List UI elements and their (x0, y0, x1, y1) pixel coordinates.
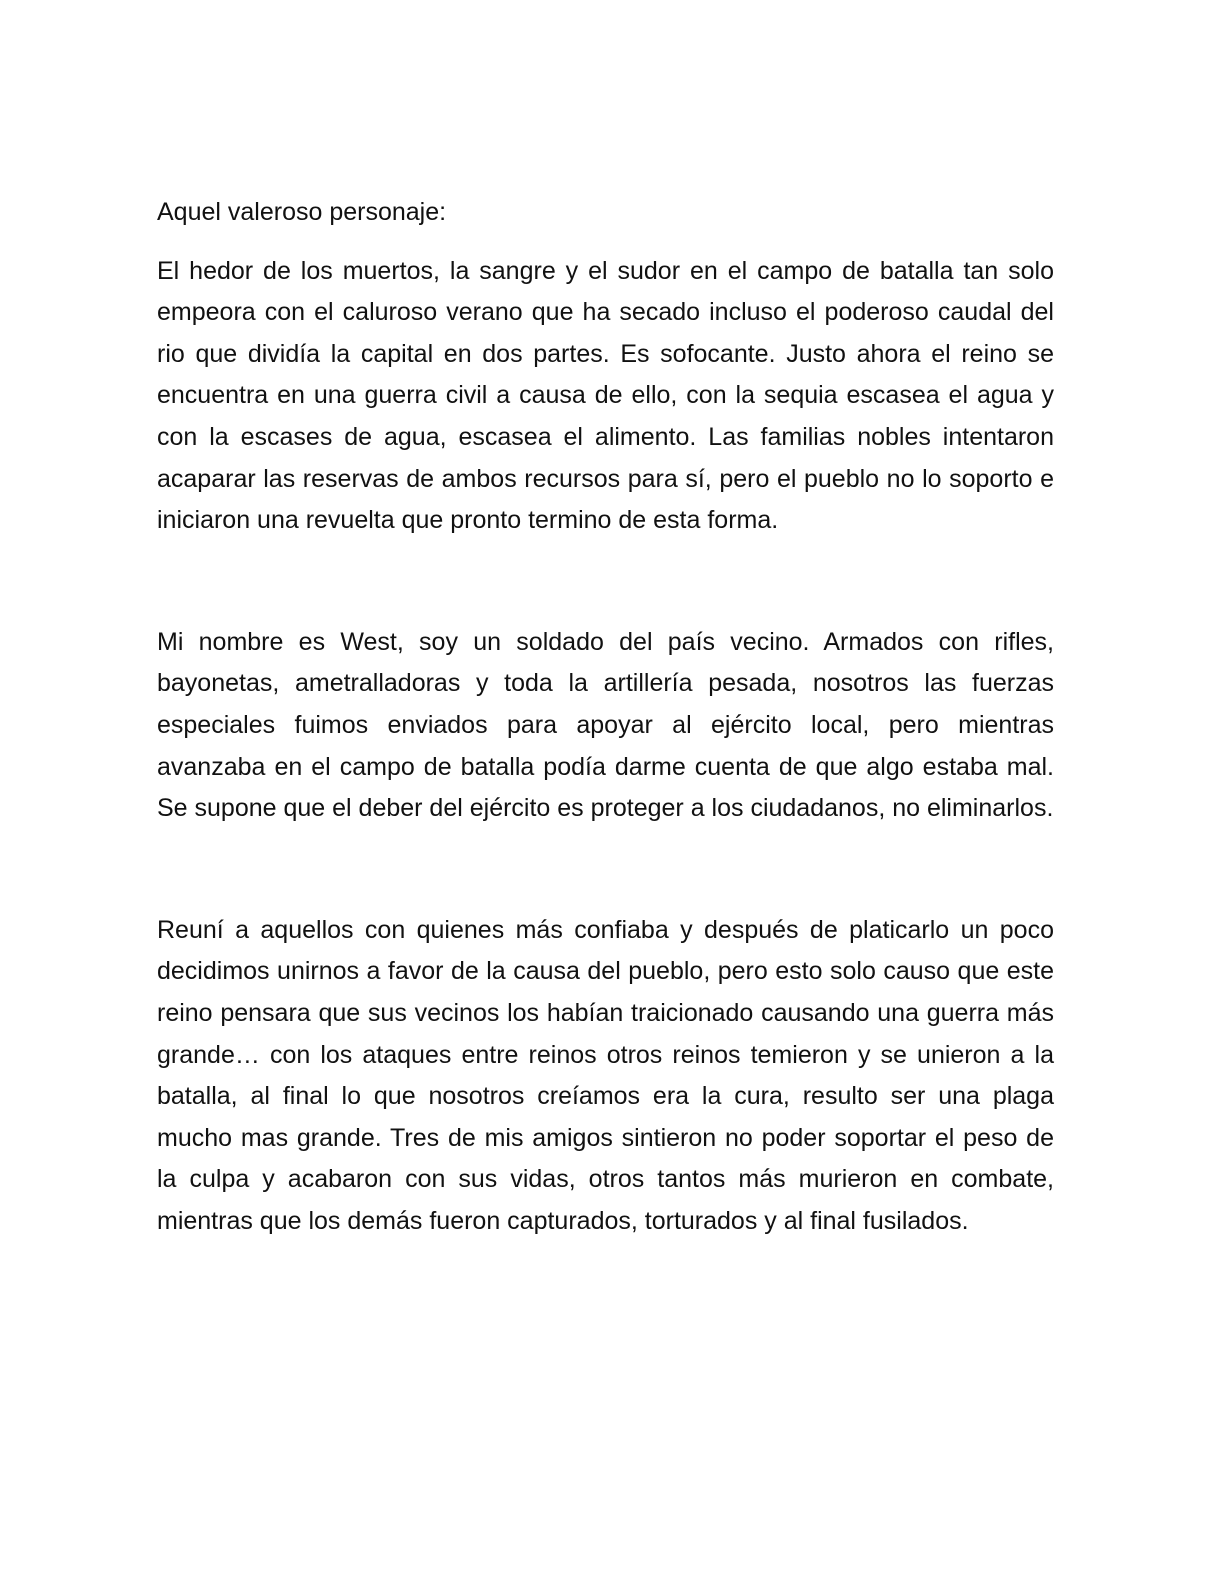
document-body (157, 192, 1054, 1242)
document-heading: Aquel valeroso personaje: (157, 198, 447, 226)
paragraph-3: Reuní a aquellos con quienes más confiaba y después de platicarlo un poco decidimos unirnos a favor de la causa del pueblo, pero esto solo causo que este reino pensara que sus vecinos los habían traicionado causando una guerra más grande… con los ataques entre reinos otros reinos temieron y se unieron a la batalla, al final lo que nosotros creíamos era la cura, resulto ser una plaga mucho mas grande. Tres de mis amigos sintieron no poder soportar el peso de la culpa y acabaron con sus vidas, otros tantos más murieron en combate, mientras que los demás fueron capturados, torturados y al final fusilados. (157, 915, 1054, 1235)
paragraph-1: El hedor de los muertos, la sangre y el sudor en el campo de batalla tan solo empeora con el caluroso verano que ha secado incluso el poderoso caudal del rio que dividía la capital en dos partes. Es sofocante. Justo ahora el reino se encuentra en una guerra civil a causa de ello, con la sequia escasea el agua y con la escases de agua, escasea el alimento. Las familias nobles intentaron acaparar las reservas de ambos recursos para sí, pero el pueblo no lo soporto e iniciaron una revuelta que pronto termino de esta forma. (157, 256, 1054, 535)
paragraph-2: Mi nombre es West, soy un soldado del país vecino. Armados con rifles, bayonetas, ametralladoras y toda la artillería pesada, nosotros las fuerzas especiales fuimos enviados para apoyar al ejército local, pero mientras avanzaba en el campo de batalla podía darme cuenta de que algo estaba mal. Se supone que el deber del ejército es proteger a los ciudadanos, no eliminarlos. (157, 627, 1054, 823)
